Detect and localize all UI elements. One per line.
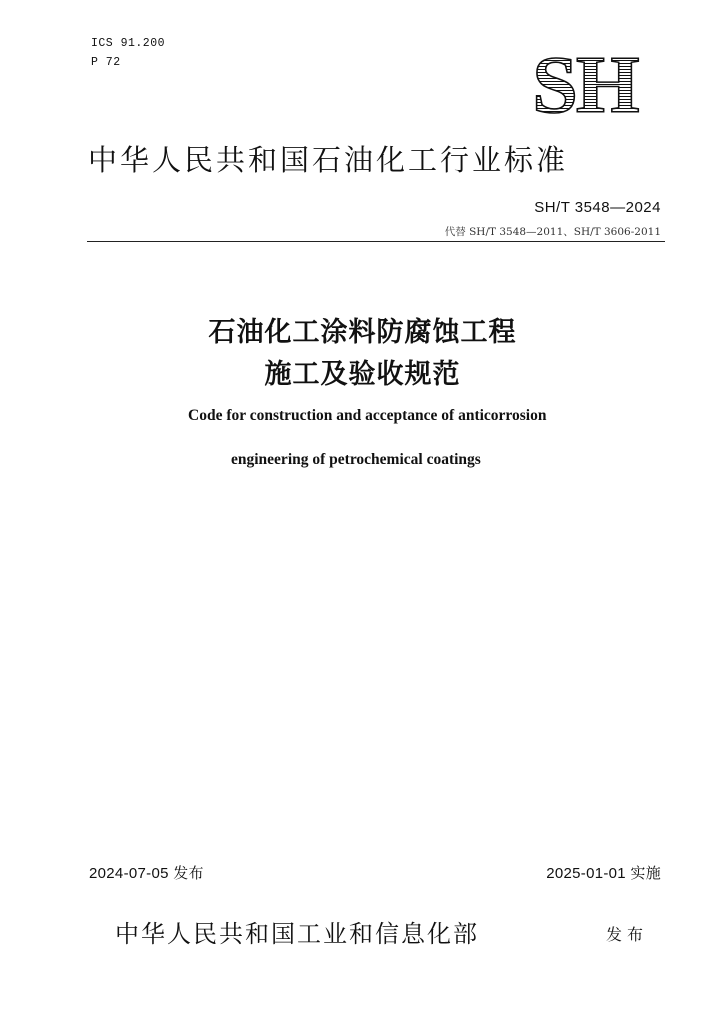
- supersedes-note: 代替 SH/T 3548—2011、SH/T 3606-2011: [444, 226, 661, 238]
- sh-logo: [505, 50, 665, 120]
- standard-number: SH/T 3548—2024: [534, 199, 661, 216]
- title-cn-line1: 石油化工涂料防腐蚀工程: [208, 317, 517, 348]
- header-divider: [87, 241, 665, 242]
- sh-logo-mark: [505, 50, 665, 120]
- issuing-authority: 中华人民共和国工业和信息化部: [115, 920, 479, 948]
- title-cn-line2: 施工及验收规范: [264, 359, 461, 390]
- ccs-code: P 72: [91, 56, 121, 69]
- title-en-line1: Code for construction and acceptance of anticorrosion: [188, 407, 547, 424]
- standard-family-title: 中华人民共和国石油化工行业标准: [88, 143, 569, 177]
- ics-code: ICS 91.200: [91, 37, 166, 50]
- issue-action: 发布: [606, 925, 649, 944]
- implementation-date: 2025-01-01 实施: [546, 865, 661, 882]
- logo-text: SH: [532, 50, 638, 120]
- issue-date: 2024-07-05 发布: [89, 865, 204, 882]
- title-en-line2: engineering of petrochemical coatings: [231, 451, 481, 468]
